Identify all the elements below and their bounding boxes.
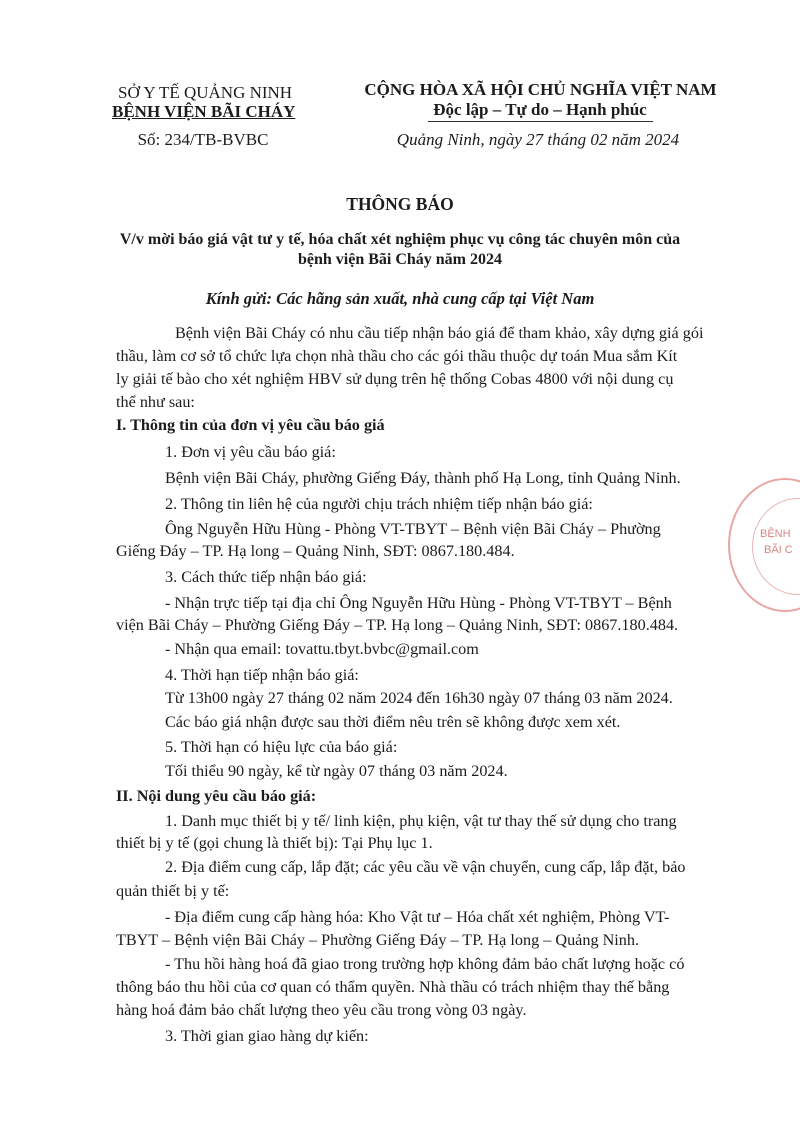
section-1-line: Ông Nguyễn Hữu Hùng - Phòng VT-TBYT – Bệnh viện Bãi Cháy – Phường <box>165 520 661 538</box>
section-1-line: viện Bãi Cháy – Phường Giếng Đáy – TP. Hạ long – Quảng Ninh, SĐT: 0867.180.484. <box>116 616 679 634</box>
section-1-line: 4. Thời hạn tiếp nhận báo giá: <box>165 666 359 684</box>
issue-date: Quảng Ninh, ngày 27 tháng 02 năm 2024 <box>396 130 680 149</box>
intro-line: ly giải tế bào cho xét nghiệm HBV sử dụng trên hệ thống Cobas 4800 với nội dung cụ <box>116 370 674 388</box>
section-2-heading: II. Nội dung yêu cầu báo giá: <box>116 787 317 805</box>
national-title: CỘNG HÒA XÃ HỘI CHỦ NGHĨA VIỆT NAM <box>364 80 717 99</box>
section-1-heading: I. Thông tin của đơn vị yêu cầu báo giá <box>116 416 385 434</box>
intro-line: thể như sau: <box>116 393 195 411</box>
motto-underline <box>428 121 653 122</box>
national-motto: Độc lập – Tự do – Hạnh phúc <box>433 100 647 119</box>
intro-line: thầu, làm cơ sở tổ chức lựa chọn nhà thầu cho các gói thầu thuộc dự toán Mua sắm Kít <box>116 347 678 365</box>
section-2-line: - Thu hồi hàng hoá đã giao trong trường hợp không đảm bảo chất lượng hoặc có <box>165 955 685 973</box>
section-2-line: thông báo thu hồi của cơ quan có thẩm quyền. Nhà thầu có trách nhiệm thay thế bằng <box>116 978 670 996</box>
issuer-department: SỞ Y TẾ QUẢNG NINH <box>118 83 293 102</box>
section-1-line: Từ 13h00 ngày 27 tháng 02 năm 2024 đến 16h30 ngày 07 tháng 03 năm 2024. <box>165 689 673 707</box>
section-1-line: Giếng Đáy – TP. Hạ long – Quảng Ninh, SĐT: 0867.180.484. <box>116 542 515 560</box>
section-1-line: 3. Cách thức tiếp nhận báo giá: <box>165 568 367 586</box>
hospital-stamp <box>728 478 800 612</box>
section-2-line: hàng hoá đảm bảo chất lượng theo yêu cầu trong vòng 03 ngày. <box>116 1001 527 1019</box>
section-1-line: 5. Thời hạn có hiệu lực của báo giá: <box>165 738 398 756</box>
section-2-line: quản thiết bị y tế: <box>116 882 230 900</box>
contact-email: - Nhận qua email: tovattu.tbyt.bvbc@gmail.com <box>165 640 479 658</box>
section-2-line: TBYT – Bệnh viện Bãi Cháy – Phường Giếng Đáy – TP. Hạ long – Quảng Ninh. <box>116 931 640 949</box>
subject-line-2: bệnh viện Bãi Cháy năm 2024 <box>297 251 503 268</box>
stamp-text: BỆNH <box>760 528 791 540</box>
issuer-hospital: BỆNH VIỆN BÃI CHÁY <box>112 102 296 121</box>
section-1-line: 1. Đơn vị yêu cầu báo giá: <box>165 443 336 461</box>
stamp-text: BÃI C <box>764 544 793 556</box>
section-1-line: Tối thiểu 90 ngày, kể từ ngày 07 tháng 03 năm 2024. <box>165 762 508 780</box>
document-title: THÔNG BÁO <box>346 194 454 214</box>
section-1-line: 2. Thông tin liên hệ của người chịu trách nhiệm tiếp nhận báo giá: <box>165 495 593 513</box>
section-2-line: 2. Địa điểm cung cấp, lắp đặt; các yêu cầu về vận chuyển, cung cấp, lắp đặt, bảo <box>165 858 686 876</box>
recipient: Kính gửi: Các hãng sản xuất, nhà cung cấp tại Việt Nam <box>205 289 595 308</box>
section-2-line: 3. Thời gian giao hàng dự kiến: <box>165 1027 369 1045</box>
section-1-line: Bệnh viện Bãi Cháy, phường Giếng Đáy, thành phố Hạ Long, tỉnh Quảng Ninh. <box>165 469 681 487</box>
section-2-line: - Địa điểm cung cấp hàng hóa: Kho Vật tư – Hóa chất xét nghiệm, Phòng VT- <box>165 908 670 926</box>
section-1-line: - Nhận trực tiếp tại địa chỉ Ông Nguyễn Hữu Hùng - Phòng VT-TBYT – Bệnh <box>165 594 672 612</box>
section-2-line: thiết bị y tế (gọi chung là thiết bị): Tại Phụ lục 1. <box>116 834 433 852</box>
subject-line-1: V/v mời báo giá vật tư y tế, hóa chất xét nghiệm phục vụ công tác chuyên môn của <box>119 231 681 248</box>
section-2-line: 1. Danh mục thiết bị y tế/ linh kiện, phụ kiện, vật tư thay thế sử dụng cho trang <box>165 812 677 830</box>
document-number: Số: 234/TB-BVBC <box>137 130 269 149</box>
intro-line: Bệnh viện Bãi Cháy có nhu cầu tiếp nhận báo giá để tham khảo, xây dựng giá gói <box>175 324 704 342</box>
section-1-line: Các báo giá nhận được sau thời điểm nêu trên sẽ không được xem xét. <box>165 713 621 731</box>
